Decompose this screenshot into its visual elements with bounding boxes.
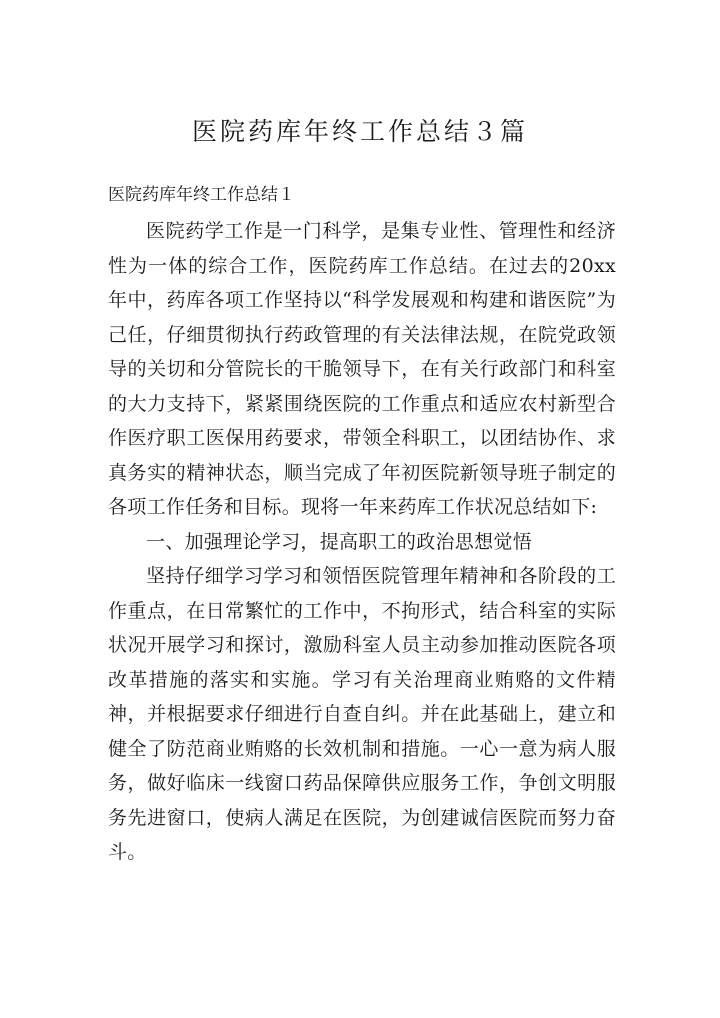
document-body <box>108 214 616 870</box>
paragraph-intro: 医院药学工作是一门科学，是集专业性、管理性和经济性为一体的综合工作，医院药库工作总结。在过去的20xx年中，药库各项工作坚持以“科学发展观和构建和谐医院”为己任，仔细贯彻执行药政管理的有关法律法规，在院党政领导的关切和分管院长的干脆领导下，在有关行政部门和科室的大力支持下，紧紧围绕医院的工作重点和适应农村新型合作医疗职工医保用药要求，带领全科职工，以团结协作、求真务实的精神状态，顺当完成了年初医院新领导班子制定的各项工作任务和目标。现将一年来药库工作状况总结如下: <box>108 220 616 518</box>
document-title: 医院药库年终工作总结３篇 <box>191 117 528 146</box>
section-heading: 一、加强理论学习，提高职工的政治思想觉悟 <box>146 530 533 553</box>
paragraph-study: 坚持仔细学习学习和领悟医院管理年精神和各阶段的工作重点，在日常繁忙的工作中，不拘形式，结合科室的实际状况开展学习和探讨，激励科室人员主动参加推动医院各项改革措施的落实和实施。学习有关治理商业贿赂的文件精神，并根据要求仔细进行自查自纠。并在此基础上，建立和健全了防范商业贿赂的长效机制和措施。一心一意为病人服务，做好临床一线窗口药品保障供应服务工作，争创文明服务先进窗口，使病人满足在医院，为创建诚信医院而努力奋斗。 <box>108 565 616 863</box>
section-subtitle: 医院药库年终工作总结１ <box>108 185 295 205</box>
